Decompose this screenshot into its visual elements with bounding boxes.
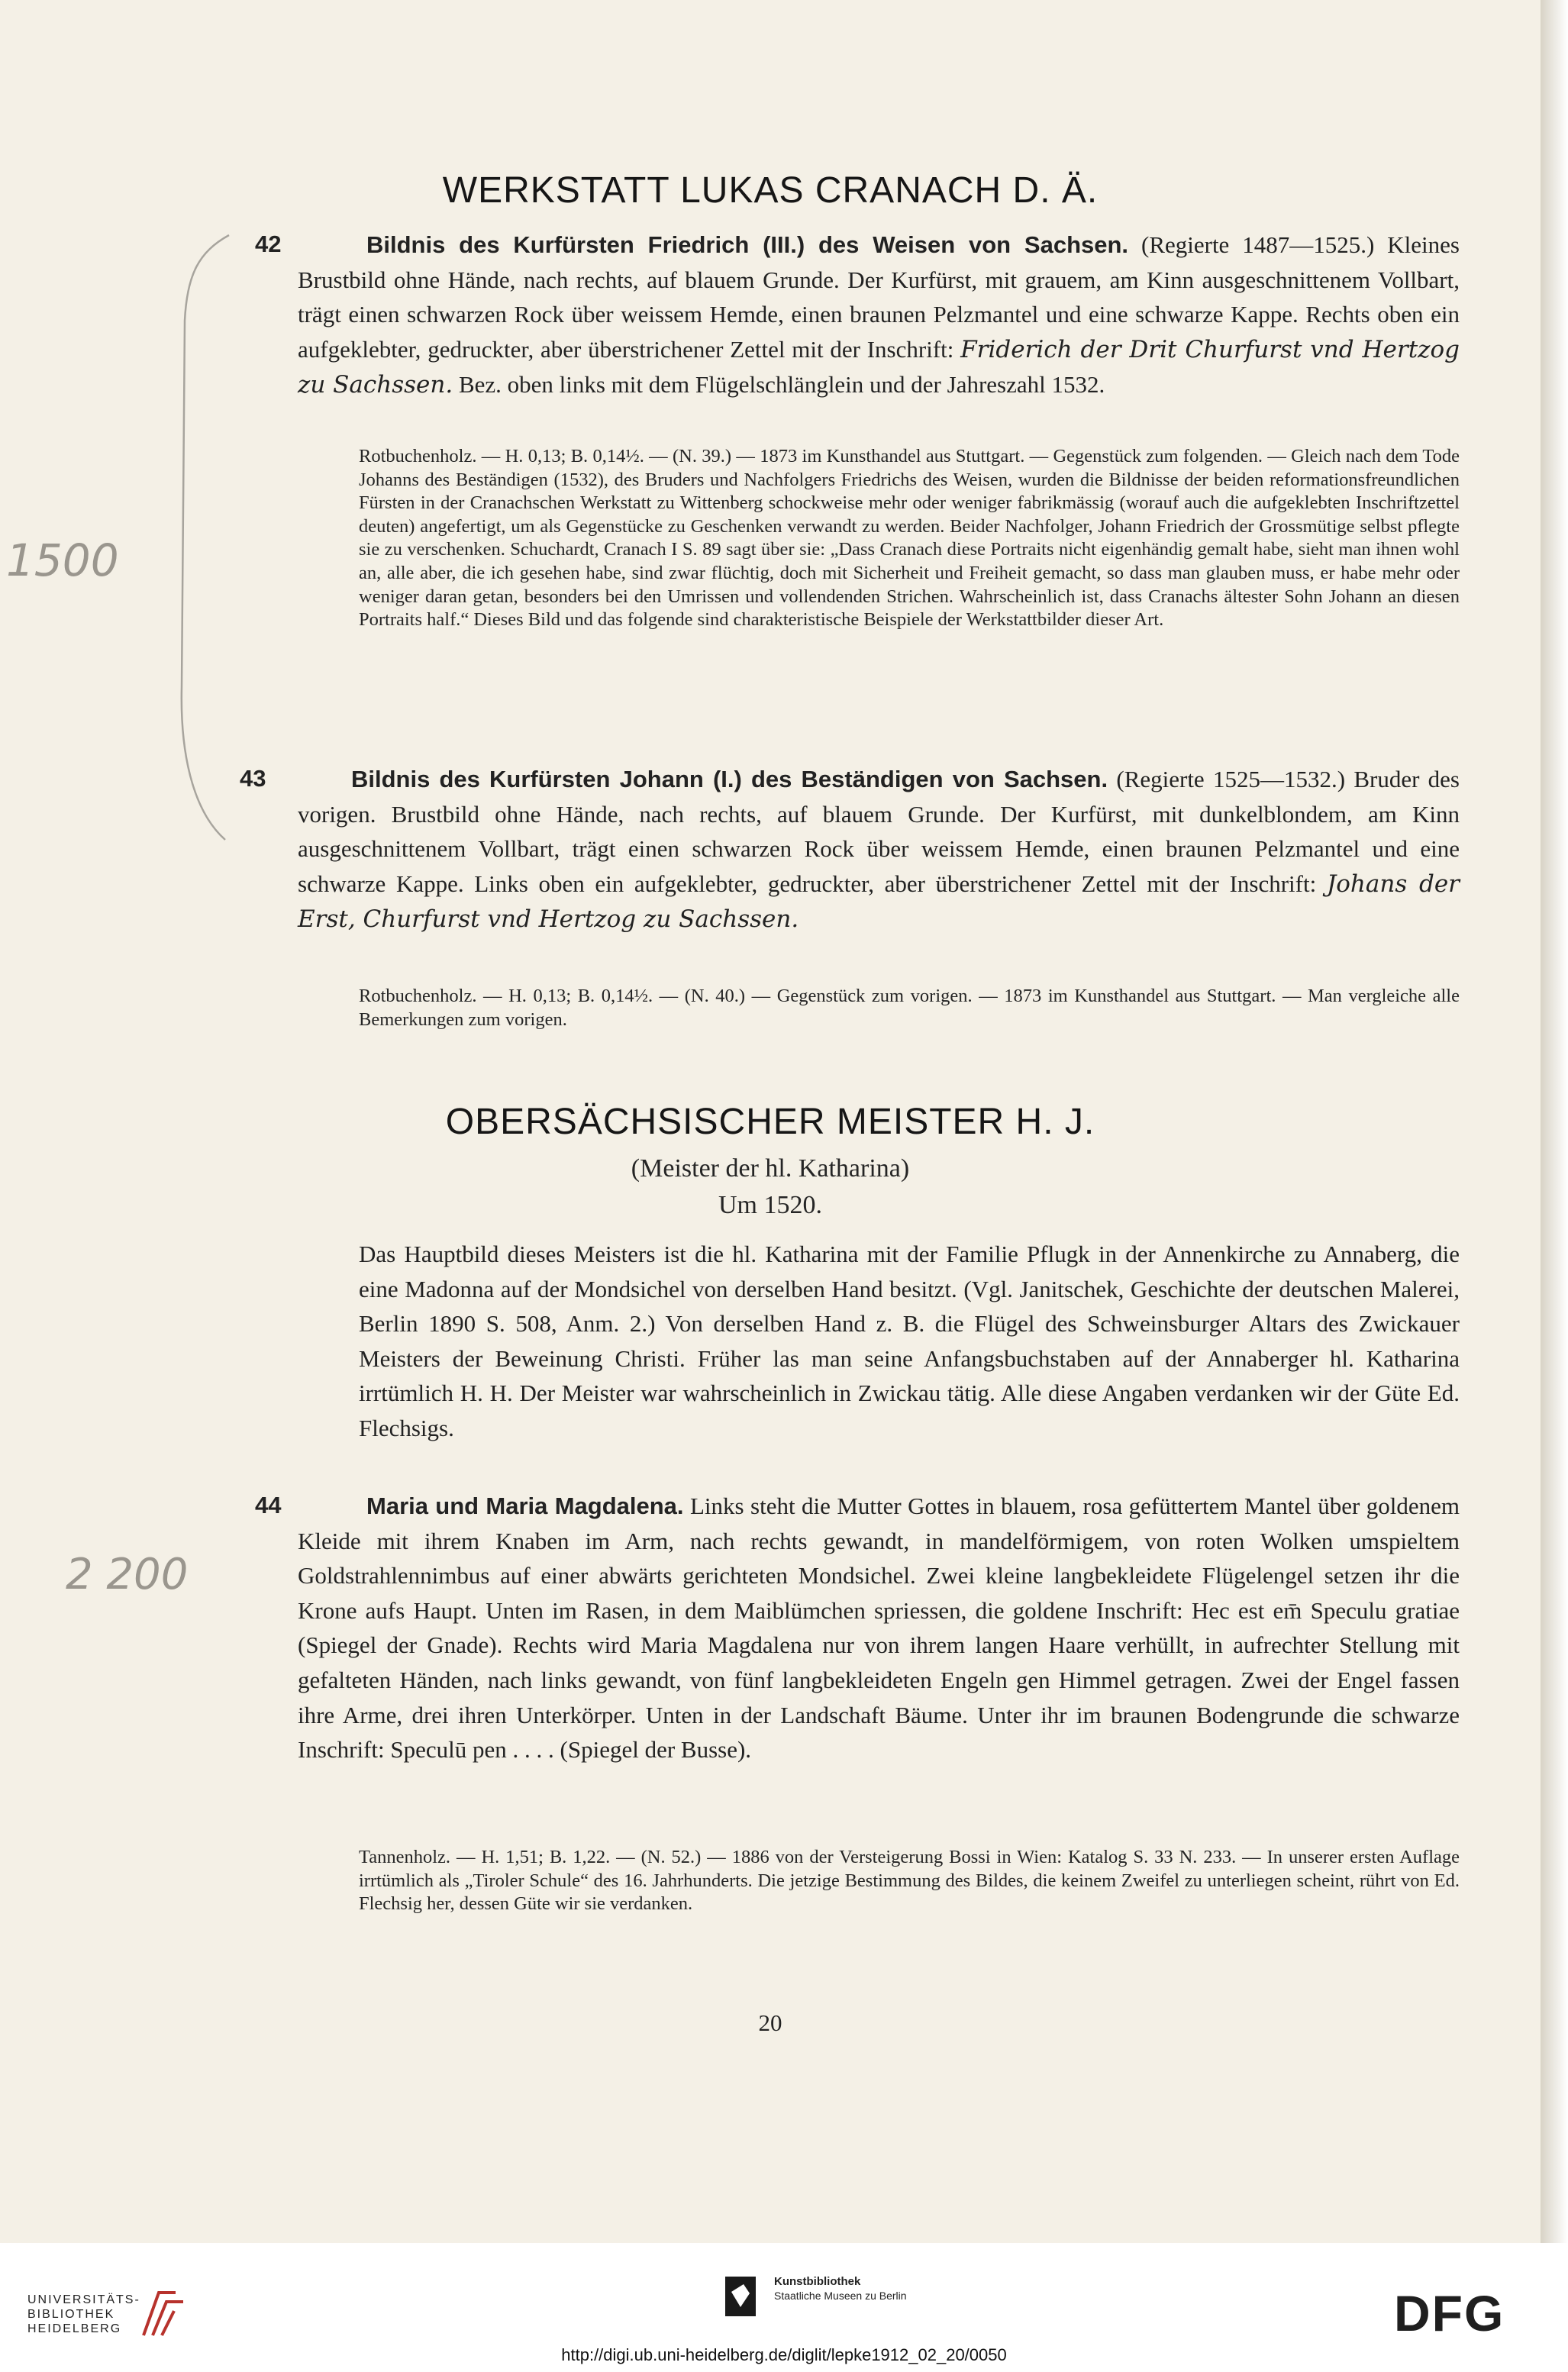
pencil-price-note-2: 2 200 — [66, 1550, 189, 1599]
entry-42-description-end: Bez. oben links mit dem Flügelschlänglein und der Jahreszahl 1532. — [453, 371, 1105, 399]
entry-42-description: (Regierte 1487—1525.) Kleines Brustbild ohne Hände, nach rechts, auf blauem Grunde. Der Kurfürst, mit grauem, am Kinn ausgeschnittenem Vollbart, trägt einen schwarzen Rock über weissem Hemde, einen braunen Pelzmantel und eine schwarze Kappe. Rechts oben ein aufgeklebter, gedruckter, aber überstrichener Zettel mit der Inschrift: — [298, 231, 1460, 363]
entry-43-body — [298, 762, 1460, 938]
entry-42-notes — [298, 445, 1460, 632]
entry-43-description: (Regierte 1525—1532.) Bruder des vorigen. Brustbild ohne Hände, nach rechts, auf blauem Grunde. Der Kurfürst, mit dunkelblondem, am Kinn ausgeschnittenem Vollbart, trägt einen schwarzen Rock über weissem Hemde, einen braunen Pelzmantel und eine schwarze Kappe. Links oben ein aufgeklebter, gedruckter, aber überstrichener Zettel mit der Inschrift: — [298, 766, 1460, 897]
library-line-3: HEIDELBERG — [27, 2322, 122, 2335]
source-url[interactable]: http://digi.ub.uni-heidelberg.de/diglit/lepke1912_02_20/0050 — [561, 2345, 1007, 2364]
library-line-2: BIBLIOTHEK — [27, 2308, 115, 2321]
entry-number-43: 43 — [240, 765, 266, 792]
entry-42-title: Bildnis des Kurfürsten Friedrich (III.) des Weisen von Sachsen. — [366, 231, 1129, 258]
section-subheading: (Meister der hl. Katharina) — [631, 1154, 910, 1183]
entry-number-42: 42 — [255, 231, 282, 257]
entry-44-notes-text: Tannenholz. — H. 1,51; B. 1,22. — (N. 52.) — 1886 von der Versteigerung Bossi in Wien: Katalog S. 33 N. 233. — In unserer ersten Auflage irrtümlich als „Tiroler Schule“ des 16. Jahrhunderts. Die jetzige Bestimmung des Bildes, die keinem Zweifel zu unterliegen scheint, rührt von Ed. Flechsig her, dessen Güte wir sie verdanken. — [359, 1847, 1460, 1915]
entry-44-description: Links steht die Mutter Gottes in blauem, rosa gefüttertem Mantel über goldenem Kleide mit ihrem Knaben im Arm, nach rechts gewandt, in mandelförmigem, von roten Wolken umspieltem Goldstrahlennimbus auf einer abwärts gerichteten Mondsichel. Zwei kleine langbekleidete Flügelengel setzen ihr die Krone aufs Haupt. Unten im Rasen, in dem Maiblümchen spriessen, die goldene Inschrift: Hec est em̄ Speculu gratiae (Spiegel der Gnade). Rechts wird Maria Magdalena nur von ihrem langen Haare verhüllt, in aufrechter Stellung mit gefalteten Händen, nach links gewandt, von fünf langbekleideten Engeln gen Himmel getragen. Zwei der Engel fassen ihre Arme, drei ihren Unterkörper. Unten in der Landschaft Bäume. Unter ihr im braunen Bodengrunde die schwarze Inschrift: Speculū pen . . . . (Spiegel der Busse). — [298, 1493, 1460, 1764]
section-heading-cranach: WERKSTATT LUKAS CRANACH D. Ä. — [442, 170, 1099, 211]
library-line-1: UNIVERSITÄTS- — [27, 2293, 140, 2306]
entry-43-notes-text: Rotbuchenholz. — H. 0,13; B. 0,14½. — (N. 40.) — Gegenstück zum vorigen. — 1873 im Kunsthandel aus Stuttgart. — Man vergleiche alle Bemerkungen zum vorigen. — [359, 986, 1460, 1030]
partner-subtitle: Staatliche Museen zu Berlin — [774, 2290, 907, 2302]
entry-43-inscription: Johans der Erst, Churfurst vnd Hertzog zu Sachssen. — [298, 870, 1460, 934]
dfg-logo: DFG — [1394, 2285, 1505, 2341]
page-edge-shadow — [1541, 0, 1568, 2243]
section-date: Um 1520. — [718, 1191, 822, 1219]
partner-title: Kunstbibliothek — [774, 2275, 861, 2288]
entry-44-title: Maria und Maria Magdalena. — [366, 1493, 684, 1519]
university-logo-icon — [136, 2285, 189, 2340]
section-heading-obersaechsisch: OBERSÄCHSISCHER MEISTER H. J. — [445, 1102, 1095, 1142]
kunstbibliothek-logo-icon — [718, 2274, 763, 2319]
entry-42-body — [298, 228, 1460, 403]
page-number: 20 — [758, 2009, 782, 2036]
entry-number-44: 44 — [255, 1492, 282, 1518]
pencil-bracket-mark — [130, 229, 237, 855]
entry-42-notes-text: Rotbuchenholz. — H. 0,13; B. 0,14½. — (N. 39.) — 1873 im Kunsthandel aus Stuttgart. — Gegenstück zum folgenden. — Gleich nach dem Tode Johanns des Beständigen (1532), des Bruders und Nachfolgers Friedrichs des Weisen, wurden die Bildnisse der beiden reformationsfreundlichen Fürsten in der Cranachschen Werkstatt zu Wittenberg schockweise mehr oder weniger fabrikmässig (worauf auch die aufgeklebten Inschriftzettel deuten) angefertigt, um als Gegenstücke zu Geschenken verwandt zu werden. Beider Nachfolger, Johann Friedrich der Grossmütige selbst pflegte sie zu verschenken. Schuchardt, Cranach I S. 89 sagt über sie: „Dass Cranach diese Portraits nicht eigenhändig gemalt habe, sieht man ihnen wohl an, alle aber, die ich gesehen habe, sind zwar flüchtig, doch mit Sicherheit und Freiheit gemacht, so dass man glauben muss, er habe mehr oder weniger daran getan, besonders bei den Umrissen und vollendenden Strichen. Wahrscheinlich ist, dass Cranachs ältester Sohn Johann an diesen Portraits half.“ Dieses Bild und das folgende sind charakteristische Beispiele der Werkstattbilder dieser Art. — [359, 446, 1460, 631]
section-intro-text: Das Hauptbild dieses Meisters ist die hl. Katharina mit der Familie Pflugk in der Annenkirche zu Annaberg, die eine Madonna auf der Mondsichel von derselben Hand besitzt. (Vgl. Janitschek, Geschichte der deutschen Malerei, Berlin 1890 S. 508, Anm. 2.) Von derselben Hand z. B. die Flügel des Schweinsburger Altars des Zwickauer Meisters der Beweinung Christi. Früher las man seine Anfangsbuchstaben auf der Annaberger hl. Katharina irrtümlich H. H. Der Meister war wahrscheinlich in Zwickau tätig. Alle diese Angaben verdanken wir der Güte Ed. Flechsigs. — [359, 1241, 1460, 1441]
entry-42-inscription: Friderich der Drit Churfurst vnd Hertzog zu Sachssen. — [298, 335, 1460, 399]
entry-44-notes — [298, 1846, 1460, 1916]
entry-43-notes — [298, 985, 1460, 1031]
pencil-price-note-1: 1500 — [6, 534, 119, 586]
entry-44-body — [298, 1489, 1460, 1767]
entry-43-title: Bildnis des Kurfürsten Johann (I.) des Beständigen von Sachsen. — [351, 766, 1108, 792]
university-library-label — [27, 2293, 140, 2336]
section-intro — [298, 1237, 1460, 1446]
